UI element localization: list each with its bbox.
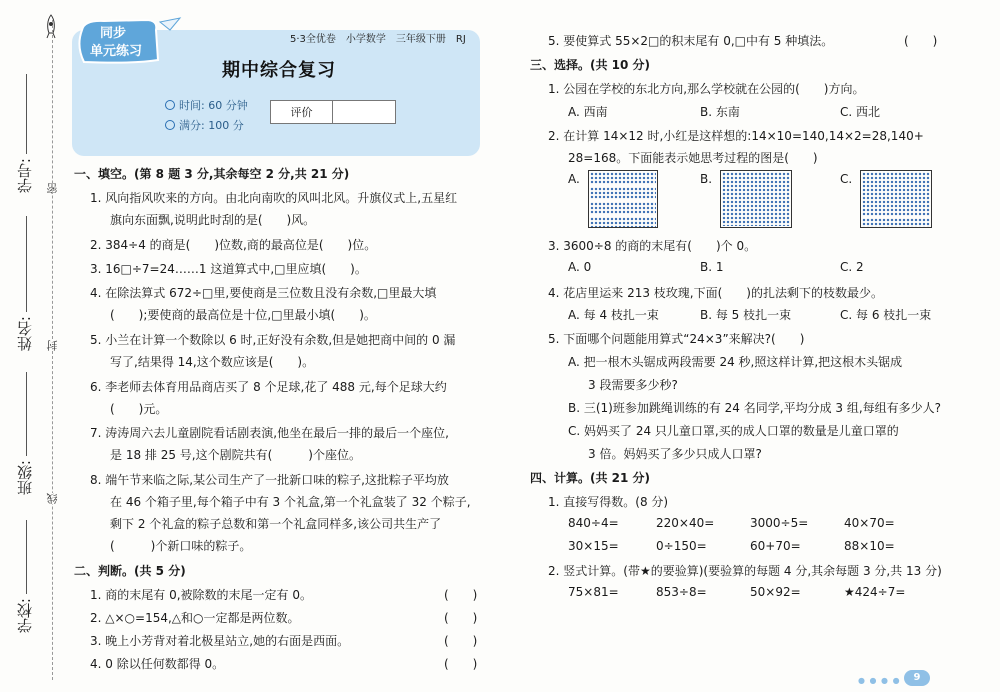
student-no-label: 学号: [16,158,34,194]
calc-1-r2-c4: 88×10= [844,539,895,553]
choice-2-b-label[interactable]: B. [700,172,713,186]
badge-line2: 单元练习 [90,44,143,59]
choice-5: 5. 下面哪个问题能用算式“24×3”来解决?( ) [548,332,805,346]
seal-char-mi: 密 [46,183,59,194]
seal-char-feng: 封 [46,340,59,351]
choice-4-c[interactable]: C. 每 6 枝扎一束 [840,308,932,322]
choice-2-line2: 28=168。下面能表示她思考过程的图是( ) [568,151,818,165]
calc-2-c2: 853÷8= [656,585,707,599]
q3: 3. 16□÷7=24……1 这道算式中,□里应填( )。 [90,262,367,276]
choice-3: 3. 3600÷8 的商的末尾有( )个 0。 [548,239,757,253]
score-text: 满分: 100 分 [179,119,244,132]
evaluation-box [270,100,396,124]
choice-3-a[interactable]: A. 0 [568,260,592,274]
calc-1-r1-c4: 40×70= [844,516,895,530]
judge-1: 1. 商的末尾有 0,被除数的末尾一定有 0。 [90,588,312,602]
choice-5-c-line2[interactable]: 3 倍。妈妈买了多少只成人口罩? [588,447,762,461]
q2: 2. 384÷4 的商是( )位数,商的最高位是( )位。 [90,238,377,252]
calc-1-r1-c1: 840÷4= [568,516,619,530]
calc-1-title: 1. 直接写得数。(8 分) [548,495,669,509]
calc-1-r2-c2: 0÷150= [656,539,707,553]
judge-1-answer[interactable]: ( ) [444,588,478,602]
judge-5-answer[interactable]: ( ) [904,34,938,48]
section-judge: 二、判断。(共 5 分) [74,564,186,578]
page-decoration: ● ● ● ● [858,676,901,685]
q1-line2: 旗向东面飘,说明此时刮的是( )风。 [110,213,316,227]
choice-5-a-line2[interactable]: 3 段需要多少秒? [588,378,678,392]
calc-1-r2-c3: 60+70= [750,539,801,553]
binding-margin [0,0,66,692]
page-title: 期中综合复习 [222,60,336,81]
q5-line1: 5. 小兰在计算一个数除以 6 时,正好没有余数,但是她把商中间的 0 漏 [90,333,456,347]
calc-2-title: 2. 竖式计算。(带★的要验算)(要验算的每题 4 分,其余每题 3 分,共 13 分) [548,564,942,578]
time-info [165,97,248,113]
school-label: 学校: [16,598,34,634]
choice-2-a-label[interactable]: A. [568,172,580,186]
score-info [165,117,244,133]
q8-line1: 8. 端午节来临之际,某公司生产了一批新口味的粽子,这批粽子平均放 [90,473,449,487]
school-line[interactable] [26,520,27,594]
section-fill-in: 一、填空。(第 8 题 3 分,其余每空 2 分,共 21 分) [74,167,350,181]
judge-3-answer[interactable]: ( ) [444,634,478,648]
choice-5-b[interactable]: B. 三(1)班参加跳绳训练的有 24 名同学,平均分成 3 组,每组有多少人? [568,401,942,415]
calc-1-r1-c3: 3000÷5= [750,516,809,530]
class-line[interactable] [26,372,27,456]
series-info: 5·3全优卷 小学数学 三年级下册 RJ [290,34,466,45]
calc-2-c3: 50×92= [750,585,801,599]
q6-line1: 6. 李老师去体育用品商店买了 8 个足球,花了 488 元,每个足球大约 [90,380,447,394]
choice-2-c-label[interactable]: C. [840,172,853,186]
judge-3: 3. 晚上小芳背对着北极星站立,她的右面是西面。 [90,634,350,648]
q4-line2: ( );要使商的最高位是十位,□里最小填( )。 [110,308,376,322]
q8-line2: 在 46 个箱子里,每个箱子中有 3 个礼盒,第一个礼盒装了 32 个粽子, [110,495,471,509]
judge-4-answer[interactable]: ( ) [444,657,478,671]
rocket-icon [44,14,58,40]
judge-4: 4. 0 除以任何数都得 0。 [90,657,225,671]
q6-line2: ( )元。 [110,402,168,416]
choice-4-b[interactable]: B. 每 5 枝扎一束 [700,308,792,322]
choice-4-a[interactable]: A. 每 4 枝扎一束 [568,308,659,322]
choice-2-b-figure[interactable] [720,170,792,228]
choice-5-c-line1[interactable]: C. 妈妈买了 24 只儿童口罩,买的成人口罩的数量是儿童口罩的 [568,424,899,438]
seal-char-xian: 线 [46,493,59,504]
choice-1-a[interactable]: A. 西南 [568,105,608,119]
q8-line4: ( )个新口味的粽子。 [110,539,252,553]
check-icon [165,120,175,130]
class-label: 班级: [16,460,34,496]
section-calculation: 四、计算。(共 21 分) [530,471,651,485]
q1-line1: 1. 风向指风吹来的方向。由北向南吹的风叫北风。升旗仪式上,五星红 [90,191,458,205]
choice-2-c-figure[interactable] [860,170,932,228]
judge-5: 5. 要使算式 55×2□的积末尾有 0,□中有 5 种填法。 [548,34,834,48]
choice-2-line1: 2. 在计算 14×12 时,小红是这样想的:14×10=140,14×2=28,140+ [548,129,924,143]
section-choice: 三、选择。(共 10 分) [530,58,651,72]
choice-4: 4. 花店里运来 213 枝玫瑰,下面( )的扎法剩下的枝数最少。 [548,286,883,300]
choice-3-b[interactable]: B. 1 [700,260,724,274]
name-label: 姓名: [16,316,34,352]
choice-2-a-figure[interactable] [588,170,658,228]
calc-1-r1-c2: 220×40= [656,516,715,530]
unit-practice-badge [74,16,184,66]
evaluation-label: 评价 [271,101,333,123]
calc-2-c4: ★424÷7= [844,585,906,599]
calc-1-r2-c1: 30×15= [568,539,619,553]
clock-icon [165,100,175,110]
evaluation-field[interactable] [333,101,395,123]
judge-2: 2. △×○=154,△和○一定都是两位数。 [90,611,300,625]
q5-line2: 写了,结果得 14,这个数应该是( )。 [110,355,315,369]
choice-3-c[interactable]: C. 2 [840,260,864,274]
choice-1-c[interactable]: C. 西北 [840,105,881,119]
time-text: 时间: 60 分钟 [179,99,248,112]
student-no-line[interactable] [26,74,27,154]
badge-line1: 同步 [100,26,127,41]
q4-line1: 4. 在除法算式 672÷□里,要使商是三位数且没有余数,□里最大填 [90,286,437,300]
page-number: 9 [904,670,930,686]
q7-line1: 7. 涛涛周六去儿童剧院看话剧表演,他坐在最后一排的最后一个座位, [90,426,449,440]
judge-2-answer[interactable]: ( ) [444,611,478,625]
name-line[interactable] [26,216,27,312]
q8-line3: 剩下 2 个礼盒的粽子总数和第一个礼盒同样多,该公司共生产了 [110,517,442,531]
choice-1: 1. 公园在学校的东北方向,那么学校就在公园的( )方向。 [548,82,865,96]
choice-1-b[interactable]: B. 东南 [700,105,740,119]
q7-line2: 是 18 排 25 号,这个剧院共有( )个座位。 [110,448,361,462]
calc-2-c1: 75×81= [568,585,619,599]
choice-5-a-line1[interactable]: A. 把一根木头锯成两段需要 24 秒,照这样计算,把这根木头锯成 [568,355,903,369]
